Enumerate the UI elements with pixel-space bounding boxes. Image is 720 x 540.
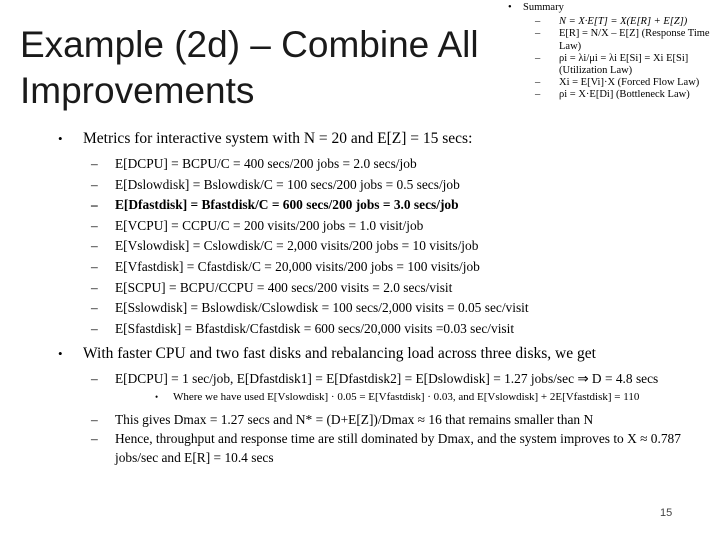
subnote-item: • Where we have used E[Vslowdisk] · 0.05 = E[Vfastdisk] · 0.03, and E[Vslowdisk] + 2E[Vfastdisk] = 110 — [155, 391, 640, 404]
bullet-metrics — [58, 128, 718, 150]
metric-item: – E[Vfastdisk] = Cfastdisk/C = 20,000 visits/200 jobs = 100 visits/job — [91, 258, 480, 274]
metric-item: – E[DCPU] = BCPU/C = 400 secs/200 jobs = 2.0 secs/job — [91, 156, 417, 171]
summary-item: – ρi = λi/μi = λi E[Si] = Xi E[Si] (Utilization Law) — [535, 52, 689, 77]
summary-item: – E[R] = N/X – E[Z] (Response Time Law) — [535, 28, 710, 52]
summary-item: – N = X·E[T] = X(E[R] + E[Z]) — [535, 16, 688, 28]
metric-item: – E[VCPU] = CCPU/C = 200 visits/200 jobs = 1.0 visit/job — [91, 217, 424, 233]
improvement-item: – Hence, throughput and response time are still dominated by Dmax, and the system improves to X ≈ 0.787 jobs/sec and E[R] = 10.4 secs — [91, 431, 681, 466]
metric-item: – E[Vslowdisk] = Cslowdisk/C = 2,000 visits/200 jobs = 10 visits/job — [91, 238, 479, 254]
metric-item: – E[Dslowdisk] = Bslowdisk/C = 100 secs/200 jobs = 0.5 secs/job — [91, 176, 460, 192]
summary-heading-text: Summary — [523, 2, 564, 13]
improvements-list-continued — [58, 410, 718, 467]
summary-heading — [505, 2, 717, 14]
metric-item-bottleneck: – E[Dfastdisk] = Bfastdisk/C = 600 secs/200 jobs = 3.0 secs/job — [91, 197, 459, 213]
main-content — [58, 128, 718, 467]
metric-item: – E[Sslowdisk] = Bslowdisk/Cslowdisk = 100 secs/2,000 visits = 0.05 sec/visit — [91, 300, 529, 316]
improvements-list — [58, 369, 718, 388]
improvement-subnote — [58, 388, 718, 406]
page-number: 15 — [660, 507, 673, 519]
bullet-text: With faster CPU and two fast disks and rebalancing load across three disks, we get — [83, 345, 596, 363]
summary-item: – Xi = E[Vi]·X (Forced Flow Law) — [535, 77, 700, 89]
metric-item: – E[Sfastdisk] = Bfastdisk/Cfastdisk = 600 secs/20,000 visits =0.03 sec/visit — [91, 320, 515, 336]
metrics-list — [58, 154, 718, 339]
improvement-item: – This gives Dmax = 1.27 secs and N* = (D+E[Z])/Dmax ≈ 16 that remains smaller than N — [91, 412, 594, 428]
summary-item: – ρi = X·E[Di] (Bottleneck Law) — [535, 89, 690, 101]
summary-box — [505, 2, 717, 102]
bullet: • — [508, 2, 512, 13]
page-title: Example (2d) – Combine All Improvements — [20, 24, 479, 111]
improvement-item: – E[DCPU] = 1 sec/job, E[Dfastdisk1] = E[Dfastdisk2] = E[Dslowdisk] = 1.27 jobs/sec ⇒ D = 4.8 secs — [91, 371, 659, 387]
bullet: • — [58, 131, 63, 146]
bullet-text: Metrics for interactive system with N = 20 and E[Z] = 15 secs: — [83, 130, 473, 147]
bullet-improvements — [58, 343, 718, 365]
bullet: • — [58, 346, 63, 362]
metric-item: – E[SCPU] = BCPU/CCPU = 400 secs/200 visits = 2.0 secs/visit — [91, 279, 453, 295]
summary-list — [505, 16, 717, 101]
